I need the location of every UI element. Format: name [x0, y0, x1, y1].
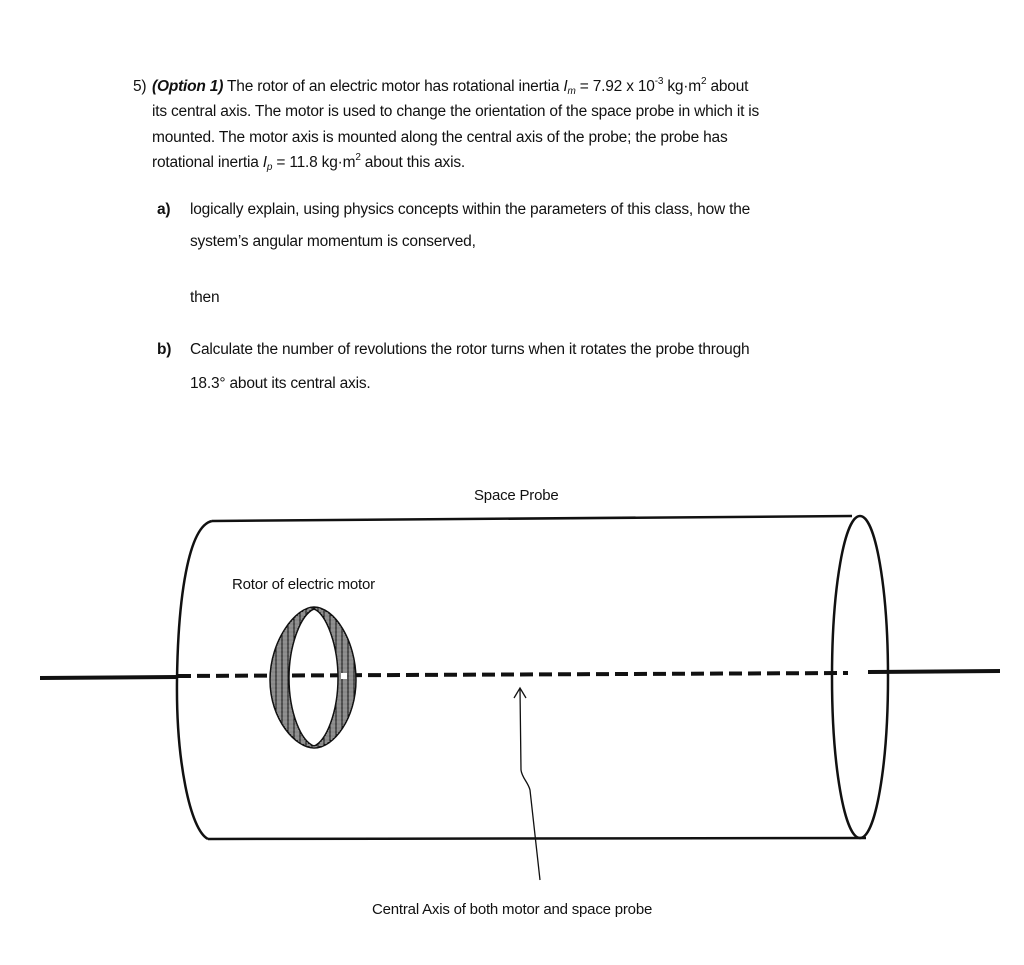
- text: about: [706, 78, 749, 95]
- part-a-line-2: system’s angular momentum is conserved,: [190, 233, 476, 250]
- subscript: p: [266, 162, 273, 173]
- then-text: then: [190, 289, 220, 306]
- subscript: m: [567, 86, 576, 97]
- central-axis-caption: Central Axis of both motor and space probe: [372, 901, 653, 918]
- problem-line-3: mounted. The motor axis is mounted along the central axis of the probe; the probe has: [152, 129, 728, 146]
- part-b-label: b): [157, 341, 172, 358]
- probe-bottom-edge: [208, 838, 866, 839]
- exponent: 2: [700, 76, 707, 87]
- exponent: 2: [355, 152, 361, 163]
- axis-right-solid: [868, 671, 1000, 672]
- probe-right-end: [832, 516, 888, 838]
- text: = 7.92 x 10: [575, 78, 655, 95]
- part-b-line-1: Calculate the number of revolutions the rotor turns when it rotates the probe through: [190, 341, 750, 358]
- probe-top-edge: [212, 516, 852, 521]
- problem-number: 5): [133, 78, 147, 95]
- part-b-line-2: 18.3° about its central axis.: [190, 375, 371, 392]
- text: kg·m: [663, 78, 701, 95]
- space-probe-label: Space Probe: [474, 487, 559, 504]
- rotor-label: Rotor of electric motor: [232, 576, 375, 593]
- text: rotational inertia: [152, 154, 263, 171]
- part-a-line-1: logically explain, using physics concepts within the parameters of this class, how the: [190, 201, 751, 218]
- text: about this axis.: [360, 154, 466, 171]
- probe-left-end: [177, 521, 212, 839]
- problem-line-2: its central axis. The motor is used to change the orientation of the space probe in which it is: [152, 103, 760, 120]
- option-label: (Option 1): [152, 78, 224, 95]
- symbol: I: [563, 78, 568, 95]
- symbol: I: [262, 154, 267, 171]
- text: = 11.8 kg·m: [272, 154, 356, 171]
- axis-left-solid: [40, 677, 178, 678]
- axis-pointer-arrow: [514, 688, 540, 880]
- text: The rotor of an electric motor has rotational inertia: [227, 78, 564, 95]
- part-a-label: a): [157, 201, 171, 218]
- rotor: [270, 607, 356, 748]
- exponent: -3: [654, 76, 664, 87]
